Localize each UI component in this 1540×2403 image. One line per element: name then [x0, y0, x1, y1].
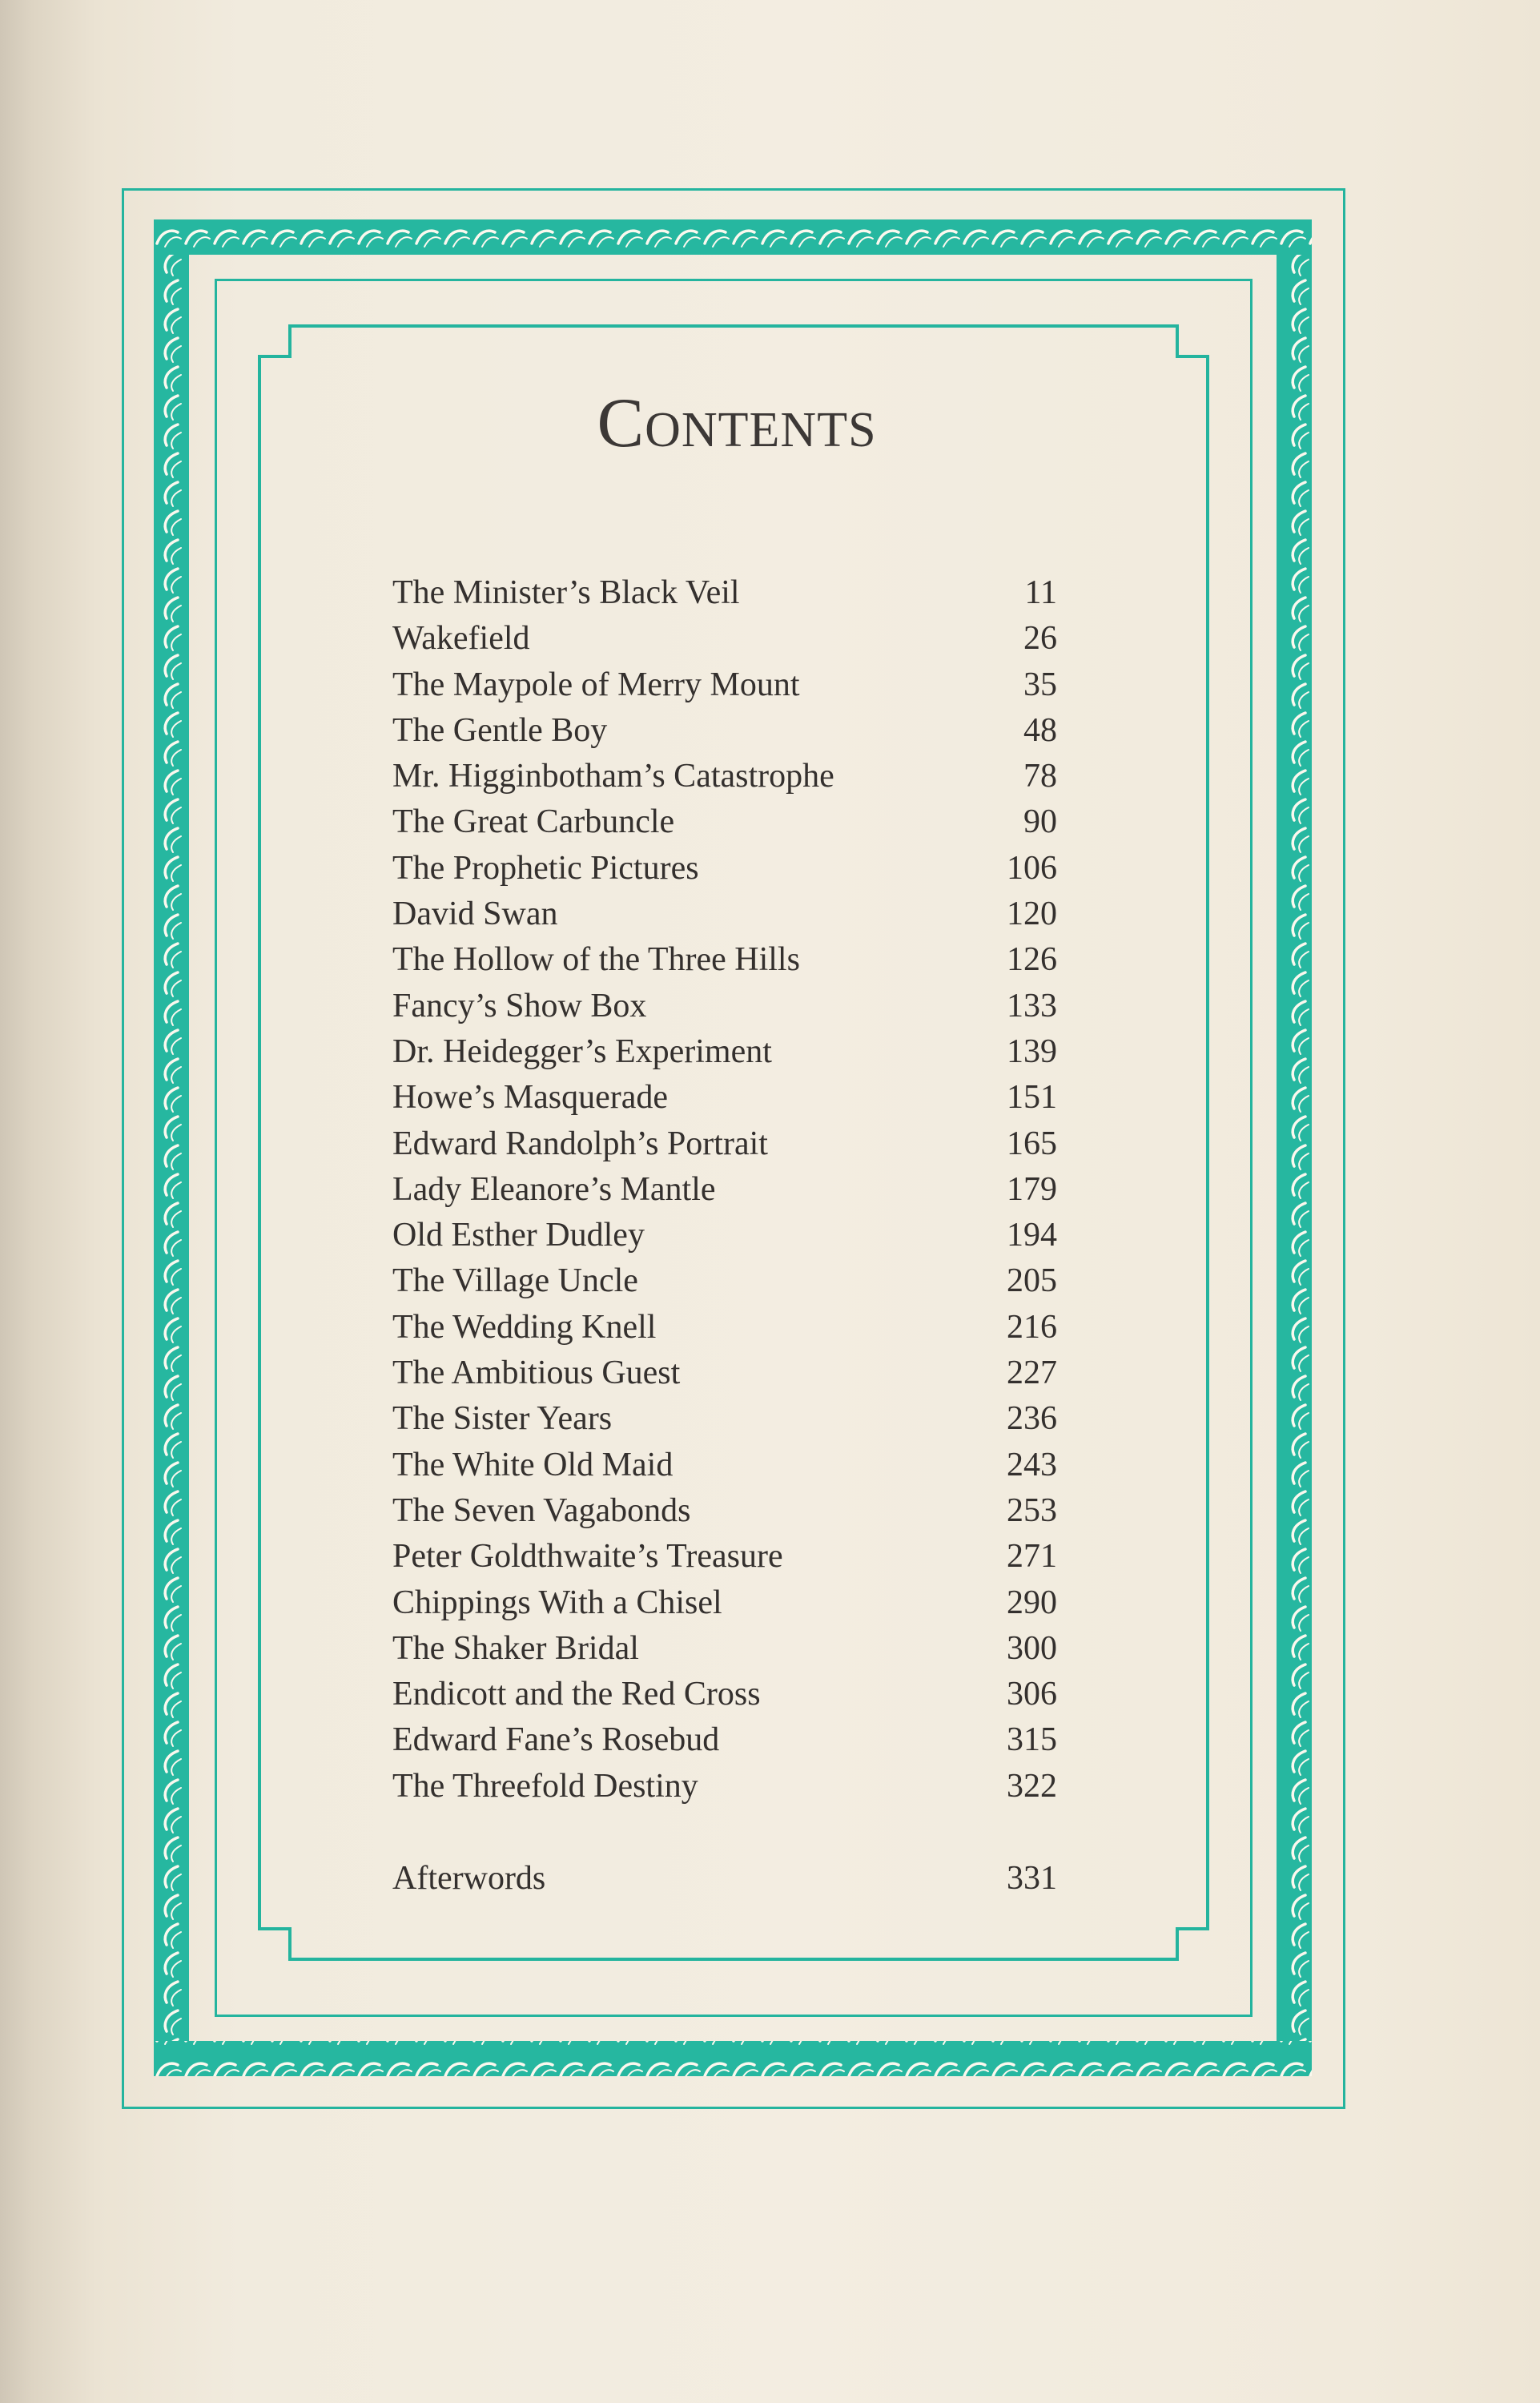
toc-entry-page-number: 35 [1023, 666, 1057, 703]
toc-entry-title: Wakefield [392, 620, 530, 658]
toc-entry-title: The Gentle Boy [392, 711, 608, 749]
toc-entry-title: The Village Uncle [392, 1262, 638, 1300]
toc-entry-title: The Hollow of the Three Hills [392, 941, 800, 979]
toc-entry-page-number: 48 [1023, 711, 1057, 749]
toc-entry [392, 616, 1057, 662]
toc-entry [392, 754, 1057, 799]
toc-entry-page-number: 253 [1007, 1491, 1057, 1529]
toc-entry-page-number: 322 [1007, 1767, 1057, 1805]
toc-entry [392, 1213, 1057, 1258]
toc-entry-title: The Prophetic Pictures [392, 849, 699, 887]
page-title: Contents [597, 384, 877, 462]
toc-entry [392, 1121, 1057, 1167]
toc-entry-title: Edward Fane’s Rosebud [392, 1721, 720, 1759]
toc-entry-page-number: 290 [1007, 1584, 1057, 1621]
toc-entry-page-number: 151 [1007, 1079, 1057, 1117]
toc-entry [392, 1443, 1057, 1488]
toc-entry-page-number: 216 [1007, 1308, 1057, 1346]
toc-entry-page-number: 243 [1007, 1446, 1057, 1483]
toc-entry-page-number: 179 [1007, 1170, 1057, 1208]
toc-entry [392, 1764, 1057, 1809]
toc-entry [392, 1488, 1057, 1534]
afterwords-entry [392, 1856, 1057, 1902]
toc-entry-title: Mr. Higginbotham’s Catastrophe [392, 758, 834, 795]
toc-entry-title: Lady Eleanore’s Mantle [392, 1170, 716, 1208]
toc-entry-page-number: 90 [1023, 803, 1057, 841]
toc-entry [392, 937, 1057, 983]
toc-entry [392, 570, 1057, 616]
toc-entry [392, 1258, 1057, 1304]
toc-entry-title: Peter Goldthwaite’s Treasure [392, 1538, 783, 1576]
toc-entry-page-number: 139 [1007, 1032, 1057, 1070]
toc-entry [392, 1167, 1057, 1213]
table-of-contents [392, 570, 1057, 1902]
toc-entry-page-number: 300 [1007, 1629, 1057, 1667]
toc-entry [392, 846, 1057, 892]
toc-entry-page-number: 315 [1007, 1721, 1057, 1759]
toc-entry-title: Endicott and the Red Cross [392, 1676, 761, 1713]
toc-entry-page-number: 194 [1007, 1217, 1057, 1254]
toc-entry-page-number: 306 [1007, 1676, 1057, 1713]
toc-entry-title: The Shaker Bridal [392, 1629, 639, 1667]
toc-entry [392, 1029, 1057, 1075]
toc-entry-title: Chippings With a Chisel [392, 1584, 722, 1621]
toc-entry-page-number: 120 [1007, 896, 1057, 933]
toc-entry-title: Dr. Heidegger’s Experiment [392, 1032, 772, 1070]
toc-entry-title: Edward Randolph’s Portrait [392, 1125, 768, 1162]
toc-entry-page-number: 133 [1007, 987, 1057, 1024]
toc-entry [392, 799, 1057, 845]
toc-entry-title: Fancy’s Show Box [392, 987, 647, 1024]
toc-entry [392, 1396, 1057, 1442]
toc-entry-title: The Minister’s Black Veil [392, 574, 740, 611]
toc-entry [392, 984, 1057, 1029]
toc-entry-title: The Seven Vagabonds [392, 1491, 691, 1529]
toc-entry [392, 1580, 1057, 1626]
toc-entry [392, 892, 1057, 937]
toc-entry-page-number: 165 [1007, 1125, 1057, 1162]
toc-entry-page-number: 106 [1007, 849, 1057, 887]
toc-entry [392, 1350, 1057, 1396]
toc-entry-page-number: 78 [1023, 758, 1057, 795]
toc-entry-title: The Wedding Knell [392, 1308, 657, 1346]
toc-entry-title: The White Old Maid [392, 1446, 673, 1483]
toc-entry [392, 1626, 1057, 1672]
toc-entry-page-number: 126 [1007, 941, 1057, 979]
toc-entry [392, 1075, 1057, 1121]
toc-entry-page-number: 227 [1007, 1354, 1057, 1392]
toc-entry-title: The Great Carbuncle [392, 803, 675, 841]
toc-entry-title: David Swan [392, 896, 558, 933]
toc-entry-title: The Threefold Destiny [392, 1767, 698, 1805]
toc-entry-title: Old Esther Dudley [392, 1217, 645, 1254]
toc-entry-title: Afterwords [392, 1860, 546, 1898]
toc-entry [392, 1672, 1057, 1717]
toc-entry [392, 662, 1057, 708]
toc-entry [392, 708, 1057, 754]
toc-entry-page-number: 26 [1023, 620, 1057, 658]
toc-entry-title: Howe’s Masquerade [392, 1079, 669, 1117]
toc-entry-page-number: 236 [1007, 1400, 1057, 1438]
toc-entry-page-number: 331 [1007, 1860, 1057, 1898]
toc-entry [392, 1717, 1057, 1763]
toc-entry-title: The Maypole of Merry Mount [392, 666, 800, 703]
toc-entry-page-number: 11 [1024, 574, 1057, 611]
toc-entry-page-number: 205 [1007, 1262, 1057, 1300]
toc-entry-title: The Ambitious Guest [392, 1354, 681, 1392]
toc-entry-title: The Sister Years [392, 1400, 613, 1438]
toc-entry [392, 1305, 1057, 1350]
toc-entry-page-number: 271 [1007, 1538, 1057, 1576]
toc-entry [392, 1534, 1057, 1580]
